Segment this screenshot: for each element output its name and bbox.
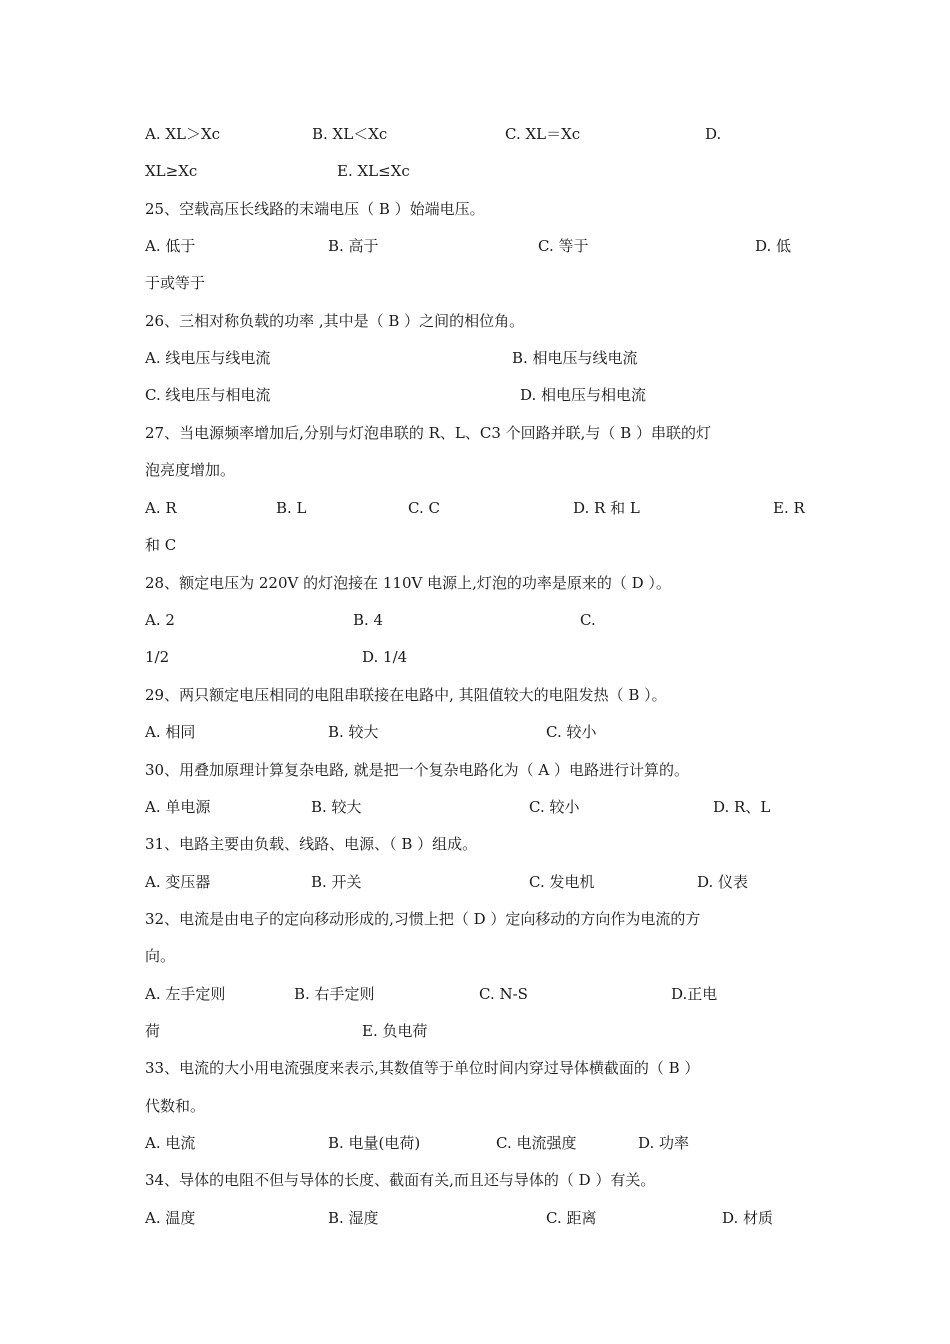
q26-option-c: C. 线电压与相电流 xyxy=(145,386,271,404)
q32-option-a: A. 左手定则 xyxy=(145,985,226,1003)
q32-option-d: D.正电 xyxy=(671,985,718,1003)
q30-option-b: B. 较大 xyxy=(311,798,362,816)
q24-option-c: C. XL＝Xc xyxy=(505,125,581,143)
q32-option-d-cont: 荷 xyxy=(145,1022,161,1040)
q28-options-row xyxy=(0,608,950,632)
q30-option-d: D. R、L xyxy=(713,798,771,816)
q27-stem-row-2 xyxy=(0,458,950,482)
q32-stem-line2: 向。 xyxy=(145,947,176,965)
q34-options-row xyxy=(0,1206,950,1230)
q27-options-row-2 xyxy=(0,533,950,557)
q26-stem-row xyxy=(0,309,950,333)
q30-stem: 30、用叠加原理计算复杂电路, 就是把一个复杂电路化为（ A ）电路进行计算的。 xyxy=(145,761,689,779)
q25-options-row xyxy=(0,234,950,258)
q33-stem-row-2 xyxy=(0,1094,950,1118)
q25-option-a: A. 低于 xyxy=(145,237,196,255)
q31-stem-row xyxy=(0,832,950,856)
q24-option-d: D. xyxy=(705,125,722,143)
q25-stem: 25、空载高压长线路的末端电压（ B ）始端电压。 xyxy=(145,200,485,218)
q24-option-e: E. XL≤Xc xyxy=(337,162,410,180)
q33-options-row xyxy=(0,1131,950,1155)
q32-options-row-2 xyxy=(0,1019,950,1043)
q25-stem-row xyxy=(0,197,950,221)
q29-option-a: A. 相同 xyxy=(145,723,196,741)
q34-stem-row xyxy=(0,1168,950,1192)
q27-option-c: C. C xyxy=(408,499,440,517)
q30-options-row xyxy=(0,795,950,819)
q29-options-row xyxy=(0,720,950,744)
q32-options-row xyxy=(0,982,950,1006)
q30-option-a: A. 单电源 xyxy=(145,798,211,816)
q27-stem-line2: 泡亮度增加。 xyxy=(145,461,236,479)
q34-option-c: C. 距离 xyxy=(546,1209,597,1227)
q25-option-d-cont: 于或等于 xyxy=(145,274,206,292)
q28-option-c-cont: 1/2 xyxy=(145,648,170,666)
q33-option-b: B. 电量(电荷) xyxy=(328,1134,421,1152)
q28-stem: 28、额定电压为 220V 的灯泡接在 110V 电源上,灯泡的功率是原来的（ D ）。 xyxy=(145,574,671,592)
q33-option-c: C. 电流强度 xyxy=(496,1134,577,1152)
q27-option-e: E. R xyxy=(773,499,805,517)
q31-option-b: B. 开关 xyxy=(311,873,362,891)
q34-option-a: A. 温度 xyxy=(145,1209,196,1227)
q34-option-d: D. 材质 xyxy=(722,1209,774,1227)
q32-stem-line1: 32、电流是由电子的定向移动形成的,习惯上把（ D ）定向移动的方向作为电流的方 xyxy=(145,910,701,928)
q27-option-d: D. R 和 L xyxy=(573,499,640,517)
q32-option-c: C. N-S xyxy=(479,985,528,1003)
q32-stem-row-2 xyxy=(0,944,950,968)
q27-options-row xyxy=(0,496,950,520)
q33-option-a: A. 电流 xyxy=(145,1134,196,1152)
q29-stem-row xyxy=(0,683,950,707)
q28-options-row-2 xyxy=(0,645,950,669)
q27-stem-row xyxy=(0,421,950,445)
q26-option-b: B. 相电压与线电流 xyxy=(512,349,638,367)
q32-option-b: B. 右手定则 xyxy=(294,985,375,1003)
q24-option-d-cont: XL≥Xc xyxy=(145,162,198,180)
q26-option-d: D. 相电压与相电流 xyxy=(520,386,647,404)
q27-stem-line1: 27、当电源频率增加后,分别与灯泡串联的 R、L、C3 个回路并联,与（ B ）串联的灯 xyxy=(145,424,711,442)
q32-option-e: E. 负电荷 xyxy=(362,1022,428,1040)
q31-option-a: A. 变压器 xyxy=(145,873,211,891)
q34-stem: 34、导体的电阻不但与导体的长度、截面有关,而且还与导体的（ D ）有关。 xyxy=(145,1171,656,1189)
q33-option-d: D. 功率 xyxy=(638,1134,690,1152)
q24-option-a: A. XL＞Xc xyxy=(145,125,221,143)
q31-option-d: D. 仪表 xyxy=(697,873,749,891)
q30-option-c: C. 较小 xyxy=(529,798,580,816)
q25-option-b: B. 高于 xyxy=(328,237,379,255)
q24-option-b: B. XL＜Xc xyxy=(312,125,388,143)
q33-stem-line1: 33、电流的大小用电流强度来表示,其数值等于单位时间内穿过导体横截面的（ B ） xyxy=(145,1059,700,1077)
q32-stem-row xyxy=(0,907,950,931)
q33-stem-row xyxy=(0,1056,950,1080)
q25-options-row-2 xyxy=(0,271,950,295)
q31-option-c: C. 发电机 xyxy=(529,873,595,891)
q25-option-c: C. 等于 xyxy=(538,237,589,255)
q28-option-b: B. 4 xyxy=(353,611,384,629)
q26-stem: 26、三相对称负载的功率 ,其中是（ B ）之间的相位角。 xyxy=(145,312,525,330)
q24-options-row xyxy=(0,122,950,146)
q28-option-d: D. 1/4 xyxy=(362,648,408,666)
q28-option-c: C. xyxy=(580,611,596,629)
q33-stem-line2: 代数和。 xyxy=(145,1097,206,1115)
q27-option-b: B. L xyxy=(276,499,307,517)
q24-options-row-2 xyxy=(0,159,950,183)
q34-option-b: B. 湿度 xyxy=(328,1209,379,1227)
q31-stem: 31、电路主要由负载、线路、电源、（ B ）组成。 xyxy=(145,835,478,853)
q31-options-row xyxy=(0,870,950,894)
q28-stem-row xyxy=(0,571,950,595)
q27-option-e-cont: 和 C xyxy=(145,536,177,554)
q26-option-a: A. 线电压与线电流 xyxy=(145,349,271,367)
q26-options-row xyxy=(0,346,950,370)
q25-option-d: D. 低 xyxy=(755,237,792,255)
q29-option-c: C. 较小 xyxy=(546,723,597,741)
q28-option-a: A. 2 xyxy=(145,611,175,629)
q29-option-b: B. 较大 xyxy=(328,723,379,741)
q29-stem: 29、两只额定电压相同的电阻串联接在电路中, 其阻值较大的电阻发热（ B ）。 xyxy=(145,686,667,704)
q30-stem-row xyxy=(0,758,950,782)
q26-options-row-2 xyxy=(0,383,950,407)
q27-option-a: A. R xyxy=(145,499,177,517)
